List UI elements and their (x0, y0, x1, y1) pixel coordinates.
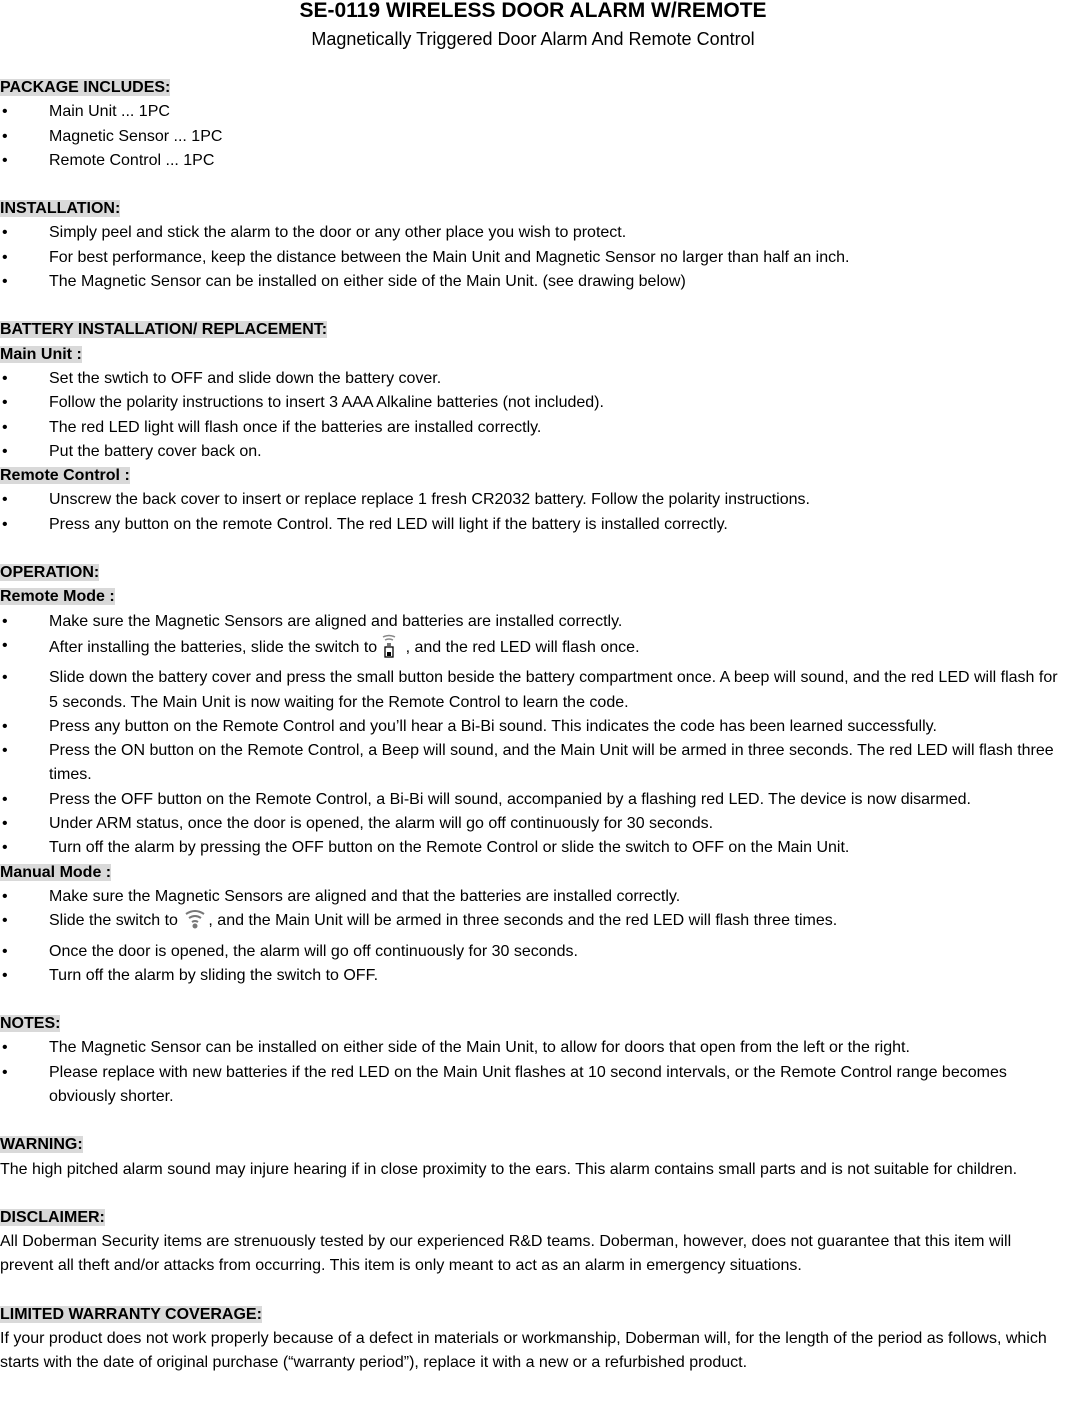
list-item: • Simply peel and stick the alarm to the door or any other place you wish to protect. (2, 224, 627, 242)
list-item: • Press any button on the Remote Control and you’ll hear a Bi-Bi sound. This indicates the code has been learned successfully. (2, 717, 937, 735)
manual-mode-switch-icon (184, 909, 206, 939)
list-item: • Main Unit ... 1PC (2, 103, 170, 121)
list-item: • Unscrew the back cover to insert or replace replace 1 fresh CR2032 battery. Follow the polarity instructions. (2, 491, 810, 509)
list-item: • Remote Control ... 1PC (2, 151, 215, 169)
list-item: • Once the door is opened, the alarm will go off continuously for 30 seconds. (2, 942, 578, 960)
warning-heading: WARNING: (0, 1136, 83, 1154)
list-item: • Press the ON button on the Remote Control, a Beep will sound, and the Main Unit will be armed in three seconds. The red LED will flash three times. (2, 742, 1054, 784)
installation-heading: INSTALLATION: (0, 200, 121, 218)
list-item: • For best performance, keep the distance between the Main Unit and Magnetic Sensor no larger than half an inch. (2, 248, 850, 266)
warning-text: The high pitched alarm sound may injure hearing if in close proximity to the ears. This alarm contains small parts and is not suitable for children. (0, 1160, 1018, 1178)
list-item: • After installing the batteries, slide the switch to , and the red LED will flash once. (0, 634, 1066, 666)
list-item: • Slide down the battery cover and press the small button beside the battery compartment once. A beep will sound, and the red LED will flash for 5 seconds. The Main Unit is now waiting for the Remote Control to learn the code. (2, 669, 1058, 711)
document-subtitle: Magnetically Triggered Door Alarm And Remote Control (311, 29, 755, 49)
list-item: • The Magnetic Sensor can be installed on either side of the Main Unit. (see drawing below) (2, 273, 686, 291)
disclaimer-heading: DISCLAIMER: (0, 1208, 105, 1226)
package-heading: PACKAGE INCLUDES: (0, 79, 171, 96)
remote-mode-switch-icon (379, 634, 399, 666)
list-item: • Set the swtich to OFF and slide down the battery cover. (2, 369, 442, 387)
list-item: • Magnetic Sensor ... 1PC (2, 127, 223, 145)
list-item: • The Magnetic Sensor can be installed on either side of the Main Unit, to allow for doors that open from the left or the right. (2, 1039, 910, 1057)
operation-heading: OPERATION: (0, 564, 100, 582)
warranty-text: If your product does not work properly because of a defect in materials or workmanship, Doberman will, for the length of the period as follows, which starts with the date of original purchase (“warranty period”), replace it with a new or a refurbished product. (0, 1330, 1047, 1372)
notes-heading: NOTES: (0, 1015, 61, 1033)
disclaimer-text: All Doberman Security items are strenuously tested by our experienced R&D teams. Doberman, however, does not guarantee that this item will prevent all theft and/or attacks from occurring. This item is only meant to act as an alarm in emergency situations. (0, 1233, 1012, 1275)
list-item: • Follow the polarity instructions to insert 3 AAA Alkaline batteries (not included). (2, 394, 604, 412)
remote-mode-subheading: Remote Mode : (0, 588, 115, 606)
document-body (0, 76, 1066, 1376)
list-item: • Slide the switch to , and the Main Unit will be armed in three seconds and the red LED will flash three times. (0, 909, 1066, 939)
main-unit-subheading: Main Unit : (0, 345, 82, 363)
list-item: • Please replace with new batteries if the red LED on the Main Unit flashes at 10 second intervals, or the Remote Control range becomes obviously shorter. (2, 1063, 1007, 1105)
list-item: • Turn off the alarm by pressing the OFF button on the Remote Control or slide the switch to OFF on the Main Unit. (2, 839, 850, 857)
battery-heading: BATTERY INSTALLATION/ REPLACEMENT: (0, 321, 328, 339)
warranty-heading: LIMITED WARRANTY COVERAGE: (0, 1305, 262, 1323)
list-item: • Make sure the Magnetic Sensors are aligned and batteries are installed correctly. (2, 612, 623, 630)
list-item: • Under ARM status, once the door is opened, the alarm will go off continuously for 30 seconds. (2, 815, 714, 833)
list-item: • The red LED light will flash once if the batteries are installed correctly. (2, 418, 542, 436)
list-item: • Press any button on the remote Control. The red LED will light if the battery is installed correctly. (2, 515, 728, 533)
document-title: SE-0119 WIRELESS DOOR ALARM W/REMOTE (299, 0, 767, 22)
remote-control-subheading: Remote Control : (0, 467, 130, 485)
list-item: • Press the OFF button on the Remote Control, a Bi-Bi will sound, accompanied by a flashing red LED. The device is now disarmed. (2, 790, 971, 808)
list-item: • Put the battery cover back on. (2, 442, 262, 460)
list-item: • Turn off the alarm by sliding the switch to OFF. (2, 966, 379, 984)
list-item: • Make sure the Magnetic Sensors are aligned and that the batteries are installed correctly. (2, 887, 681, 905)
manual-mode-subheading: Manual Mode : (0, 863, 112, 881)
